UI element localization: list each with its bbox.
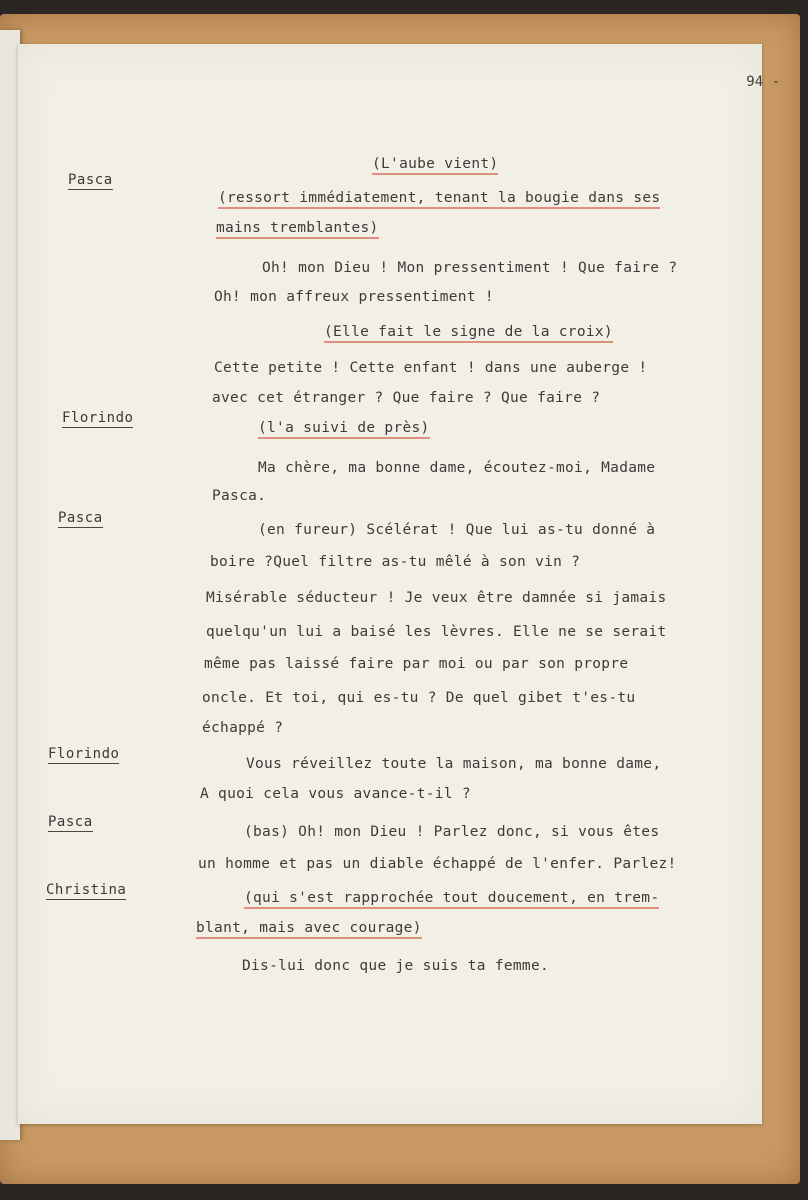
dialogue-line: échappé ? [202,720,284,736]
speaker-christina: Christina [46,882,127,898]
dialogue-line: oncle. Et toi, qui es-tu ? De quel gibet t'es-tu [202,690,636,706]
page-number: 94 - [746,74,780,90]
speaker-florindo: Florindo [62,410,134,426]
dialogue-line: Pasca. [212,488,267,504]
dialogue-line: (en fureur) Scélérat ! Que lui as-tu donné à [258,522,656,538]
speaker-pasca: Pasca [48,814,93,830]
speaker-pasca: Pasca [68,172,113,188]
adjacent-page-edge [0,30,20,1140]
stage-direction: (ressort immédiatement, tenant la bougie dans ses [218,190,660,209]
stage-direction: (qui s'est rapprochée tout doucement, en trem- [244,890,659,909]
dialogue-line: quelqu'un lui a baisé les lèvres. Elle ne se serait [206,624,667,640]
stage-direction: mains tremblantes) [216,220,379,239]
dialogue-line: (bas) Oh! mon Dieu ! Parlez donc, si vous êtes [244,824,660,840]
dialogue-line: Oh! mon affreux pressentiment ! [214,289,494,305]
dialogue-line: A quoi cela vous avance-t-il ? [200,786,471,802]
dialogue-line: Oh! mon Dieu ! Mon pressentiment ! Que faire ? [262,260,678,276]
dialogue-line: même pas laissé faire par moi ou par son propre [204,656,629,672]
dialogue-line: Cette petite ! Cette enfant ! dans une auberge ! [214,360,648,376]
dialogue-line: Ma chère, ma bonne dame, écoutez-moi, Madame [258,460,656,476]
dialogue-line: boire ?Quel filtre as-tu mêlé à son vin ? [210,554,581,570]
dialogue-line: un homme et pas un diable échappé de l'enfer. Parlez! [198,856,677,872]
dialogue-line: Dis-lui donc que je suis ta femme. [242,958,550,974]
dialogue-line: Vous réveillez toute la maison, ma bonne dame, [246,756,662,772]
stage-direction: (Elle fait le signe de la croix) [324,324,613,343]
stage-direction: blant, mais avec courage) [196,920,422,939]
stage-direction: (L'aube vient) [372,156,498,175]
dialogue-line: avec cet étranger ? Que faire ? Que faire ? [212,390,601,406]
speaker-pasca: Pasca [58,510,103,526]
stage-direction: (l'a suivi de près) [258,420,430,439]
dialogue-line: Misérable séducteur ! Je veux être damnée si jamais [206,590,667,606]
speaker-florindo: Florindo [48,746,120,762]
